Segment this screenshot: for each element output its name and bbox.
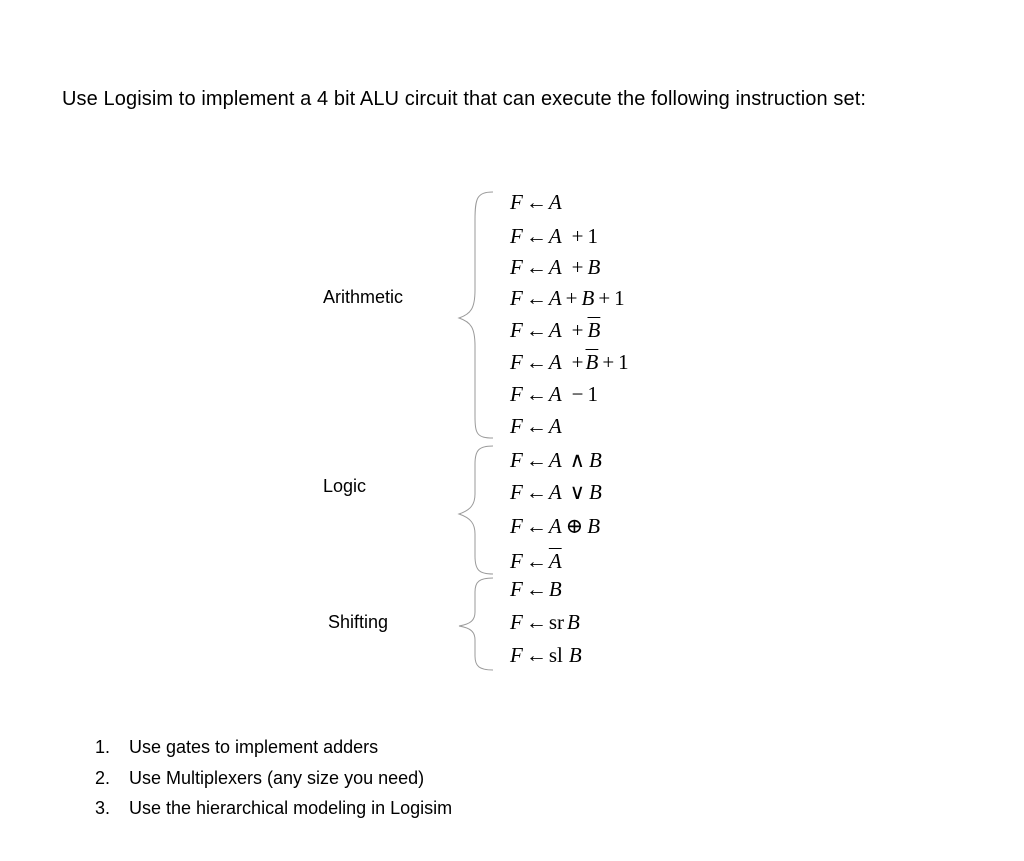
assign-arrow: ← xyxy=(525,350,547,374)
plus-op: + xyxy=(571,318,584,342)
assign-arrow: ← xyxy=(525,577,547,601)
var-a: A xyxy=(548,190,562,214)
plus-op: + xyxy=(565,286,578,310)
eq-subtract xyxy=(510,350,629,374)
list-item-number: 2. xyxy=(95,767,111,788)
var-a-complement: $\overline{A}$ xyxy=(548,549,562,573)
list-item xyxy=(95,796,452,827)
var-a: A xyxy=(548,286,562,310)
var-b: B xyxy=(589,448,602,472)
assign-arrow: ← xyxy=(525,549,547,573)
assign-arrow: ← xyxy=(525,255,547,279)
eq-add-with-carry xyxy=(510,286,625,310)
const-one: 1 xyxy=(614,286,625,310)
plus-op: + xyxy=(571,350,584,374)
group-label-arithmetic: Arithmetic xyxy=(323,287,404,307)
eq-and xyxy=(510,448,602,472)
var-f: F xyxy=(510,224,523,248)
eq-decrement-a xyxy=(510,382,598,406)
const-one: 1 xyxy=(587,224,598,248)
assign-arrow: ← xyxy=(525,514,547,538)
requirements-list xyxy=(95,735,452,827)
assign-arrow: ← xyxy=(525,318,547,342)
var-a: A xyxy=(548,480,562,504)
assign-arrow: ← xyxy=(525,480,547,504)
list-item xyxy=(95,766,452,797)
const-one: 1 xyxy=(618,350,629,374)
list-item-number: 3. xyxy=(95,798,111,818)
var-b: B xyxy=(568,643,582,667)
assign-arrow: ← xyxy=(525,643,547,667)
var-a: A xyxy=(548,382,562,406)
var-a: A xyxy=(548,255,562,279)
plus-op: + xyxy=(571,255,584,279)
plus-op: + xyxy=(571,224,584,248)
eq-xor xyxy=(510,514,600,538)
var-f: F xyxy=(510,382,523,406)
var-b: B xyxy=(581,286,595,310)
var-f: F xyxy=(510,350,523,374)
var-a: A xyxy=(548,224,562,248)
var-b-complement: $\overline{B}$ xyxy=(585,350,599,374)
var-a: A xyxy=(548,350,562,374)
assign-arrow: ← xyxy=(525,286,547,310)
var-a: A xyxy=(548,514,562,538)
var-b: B xyxy=(567,610,580,634)
eq-increment-a xyxy=(510,224,598,248)
var-f: F xyxy=(510,190,523,214)
problem-statement: Use Logisim to implement a 4 bit ALU circuit that can execute the following instruction set: xyxy=(62,88,867,110)
var-f: F xyxy=(510,577,523,601)
logic-brace-icon xyxy=(455,444,495,576)
eq-shift-right-b xyxy=(510,610,580,634)
assign-arrow: ← xyxy=(525,190,547,214)
eq-transfer-a xyxy=(510,190,562,214)
assign-arrow: ← xyxy=(525,414,547,438)
plus-op: + xyxy=(602,350,615,374)
or-op: ∨ xyxy=(569,480,586,504)
var-f: F xyxy=(510,414,523,438)
eq-transfer-b xyxy=(510,577,562,601)
and-op: ∧ xyxy=(569,448,586,472)
var-f: F xyxy=(510,318,523,342)
assign-arrow: ← xyxy=(525,610,547,634)
var-f: F xyxy=(510,255,523,279)
var-b-complement: $\overline{B}$ xyxy=(587,318,601,342)
group-label-logic: Logic xyxy=(323,476,367,496)
arithmetic-brace-icon xyxy=(455,190,495,440)
group-label-shifting: Shifting xyxy=(328,612,389,632)
var-f: F xyxy=(510,514,523,538)
eq-add-complement xyxy=(510,318,600,342)
list-item-text: Use the hierarchical modeling in Logisim xyxy=(129,798,453,818)
eq-add xyxy=(510,255,600,279)
eq-shift-left-b xyxy=(510,643,582,667)
var-b: B xyxy=(548,577,562,601)
var-f: F xyxy=(510,448,523,472)
assign-arrow: ← xyxy=(525,448,547,472)
list-item-number: 1. xyxy=(95,737,111,757)
plus-op: + xyxy=(598,286,611,310)
list-item-text: Use gates to implement adders xyxy=(129,737,379,757)
var-b: B xyxy=(589,480,602,504)
shift-right-op: sr xyxy=(548,610,564,634)
const-one: 1 xyxy=(587,382,598,406)
eq-transfer-a-2 xyxy=(510,414,562,438)
shifting-brace-icon xyxy=(455,576,495,672)
var-a: A xyxy=(548,448,562,472)
var-b: B xyxy=(587,514,601,538)
list-item-text: Use Multiplexers (any size you need) xyxy=(129,767,425,788)
list-item xyxy=(95,735,452,766)
minus-op: − xyxy=(571,382,584,406)
var-f: F xyxy=(510,549,523,573)
assign-arrow: ← xyxy=(525,224,547,248)
var-a: A xyxy=(548,414,562,438)
xor-op: ⊕ xyxy=(565,514,584,538)
eq-complement-a xyxy=(510,549,562,573)
var-f: F xyxy=(510,610,523,634)
eq-or xyxy=(510,480,602,504)
var-b: B xyxy=(587,255,601,279)
var-f: F xyxy=(510,480,523,504)
var-f: F xyxy=(510,286,523,310)
var-f: F xyxy=(510,643,523,667)
shift-left-op: sl xyxy=(548,643,563,667)
var-a: A xyxy=(548,318,562,342)
assign-arrow: ← xyxy=(525,382,547,406)
